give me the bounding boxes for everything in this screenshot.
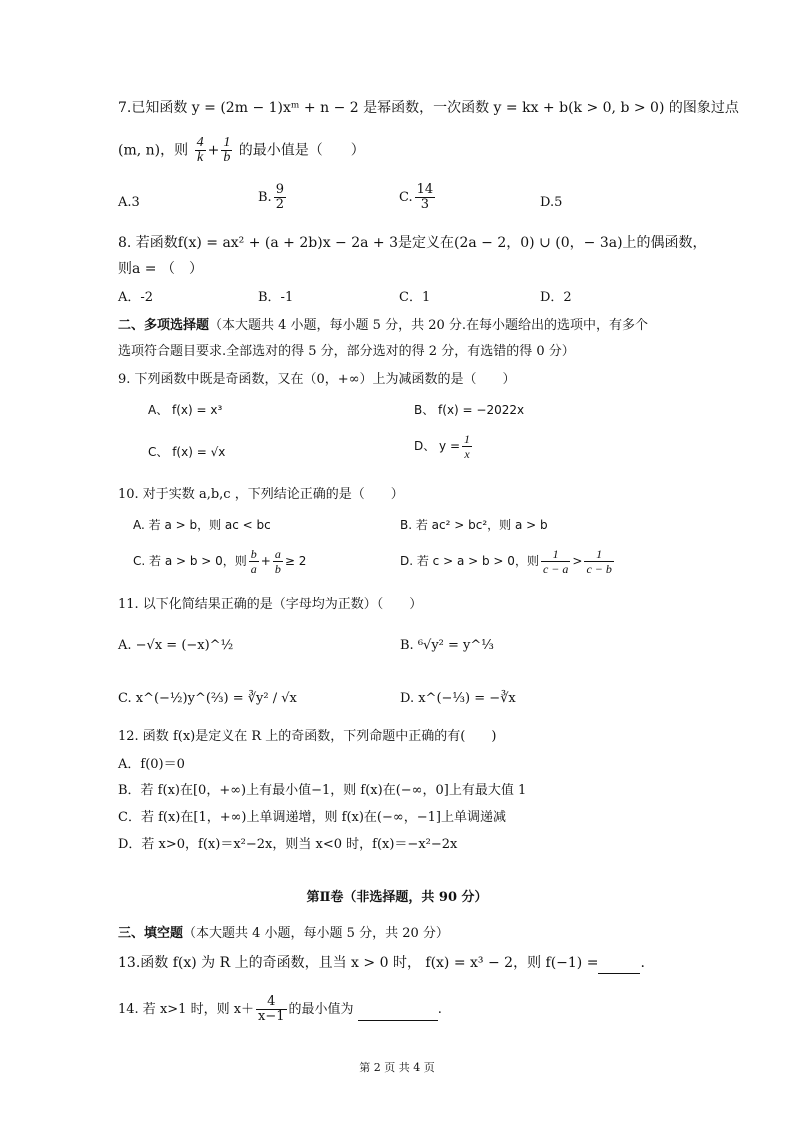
section3-desc: （本大题共 4 小题，每小题 5 分，共 20 分） bbox=[183, 926, 449, 941]
q8-line1: 8. 若函数f(x) = ax² + (a + 2b)x − 2a + 3是定义在(2a − 2，0) ∪ (0，− 3a)上的偶函数， bbox=[118, 235, 707, 251]
q9-option-b: B、 f(x) = −2022x bbox=[414, 403, 525, 417]
fraction-1-over-c-minus-a: $\frac{1}{c - a}$ bbox=[542, 547, 569, 576]
q10-stem: 10. 对于实数 a,b,c ，下列结论正确的是（ ） bbox=[118, 487, 404, 502]
q7-line2-prefix: (m, n)，则 bbox=[118, 142, 189, 159]
fraction-a-over-b: $\frac{a}{b}$ bbox=[274, 547, 281, 576]
q8-option-c: C．1 bbox=[399, 290, 431, 305]
fraction-14-over-3: $\frac{14}{3}$ bbox=[416, 182, 434, 212]
q10-option-c: C. 若 a > b > 0，则 $\frac{b}{a}$ + $\frac{a}{b}$ ≥ 2 bbox=[133, 547, 307, 576]
q14-line bbox=[118, 995, 442, 1024]
q14-answer-blank[interactable] bbox=[358, 1000, 438, 1021]
q10-option-d: D. 若 c > a > b > 0，则 $\frac{1}{c - a}$ > $\frac{1}{c - b}$ bbox=[400, 547, 612, 576]
section2-header bbox=[118, 316, 648, 336]
q8-line2: 则a = （ ） bbox=[118, 261, 203, 277]
q12-option-c: C．若 f(x)在[1，+∞)上单调递增，则 f(x)在(−∞，−1]上单调递减 bbox=[118, 810, 506, 825]
q10-option-b: B. 若 ac² > bc²，则 a > b bbox=[400, 518, 548, 532]
q12-option-d: D．若 x>0，f(x)＝x²−2x，则当 x<0 时，f(x)＝−x²−2x bbox=[118, 837, 458, 852]
fraction-1-over-c-minus-b: $\frac{1}{c - b}$ bbox=[586, 547, 612, 576]
q14-prefix: 14. 若 x>1 时，则 x＋ bbox=[118, 1002, 255, 1017]
q12-option-a: A．f(0)＝0 bbox=[118, 757, 185, 772]
q11-option-b: B. ⁶√y² = y^⅓ bbox=[400, 638, 494, 653]
q13-text: 13.函数 f(x) 为 R 上的奇函数，且当 x > 0 时， f(x) = x³ − 2，则 f(−1) = bbox=[118, 955, 599, 971]
q11-option-a: A. −√x = (−x)^½ bbox=[118, 638, 234, 653]
q7-line2-suffix: 的最小值是（ ） bbox=[238, 142, 365, 159]
q7-option-a: A.3 bbox=[118, 195, 140, 210]
q9-option-a: A、 f(x) = x³ bbox=[148, 403, 223, 417]
section3-title: 三、填空题 bbox=[118, 926, 184, 941]
section2-desc1: （本大题共 4 小题，每小题 5 分，共 20 分.在每小题给出的选项中，有多个 bbox=[209, 318, 649, 333]
section2-desc2: 选项符合题目要求.全部选对的得 5 分，部分选对的得 2 分，有选错的得 0 分） bbox=[118, 344, 575, 359]
q11-option-d: D. x^(−⅓) = −∛x bbox=[400, 691, 516, 706]
q9-option-c: C、 f(x) = √x bbox=[148, 445, 226, 459]
plus-sign: + bbox=[207, 142, 220, 159]
section3-header bbox=[118, 924, 449, 944]
fraction-1-over-x: $\frac{1}{x}$ bbox=[464, 432, 471, 461]
q7-line2 bbox=[118, 136, 365, 165]
q14-suffix: 的最小值为 bbox=[288, 1002, 354, 1017]
fraction-1-over-b: $\frac{1}{b}$ bbox=[223, 135, 231, 165]
q8-option-a: A．-2 bbox=[118, 290, 154, 305]
q14-end: . bbox=[437, 1002, 442, 1017]
q8-option-d: D．2 bbox=[540, 290, 572, 305]
q7-line1: 7.已知函数 y = (2m − 1)xᵐ + n − 2 是幂函数，一次函数 y = kx + b(k > 0, b > 0) 的图象过点 bbox=[118, 100, 739, 116]
fraction-4-over-k: $\frac{4}{k}$ bbox=[196, 135, 204, 165]
q7-option-d: D.5 bbox=[540, 195, 563, 210]
q12-option-b: B．若 f(x)在[0，+∞)上有最小值−1，则 f(x)在(−∞，0]上有最大值 1 bbox=[118, 783, 527, 798]
q11-stem: 11. 以下化简结果正确的是（字母均为正数）（ ） bbox=[118, 597, 423, 612]
part2-title: 第Ⅱ卷（非选择题，共 90 分） bbox=[306, 890, 488, 905]
q7-option-b: B. $\frac{9}{2}$ bbox=[258, 182, 284, 212]
q10-option-a: A. 若 a > b，则 ac < bc bbox=[133, 518, 271, 532]
q9-option-d: D、 y = $\frac{1}{x}$ bbox=[414, 432, 471, 461]
page-footer: 第 2 页 共 4 页 bbox=[359, 1061, 435, 1074]
fraction-b-over-a: $\frac{b}{a}$ bbox=[250, 547, 257, 576]
q11-option-c: C. x^(−½)y^(⅔) = ∛y² / √x bbox=[118, 691, 297, 706]
q9-stem: 9. 下列函数中既是奇函数，又在（0，+∞）上为减函数的是（ ） bbox=[118, 372, 516, 387]
q12-stem: 12. 函数 f(x)是定义在 R 上的奇函数，下列命题中正确的有( ) bbox=[118, 729, 497, 744]
q13-answer-blank[interactable] bbox=[598, 953, 640, 974]
section2-title: 二、多项选择题 bbox=[118, 318, 210, 333]
q7-option-c: C. $\frac{14}{3}$ bbox=[399, 182, 434, 212]
q8-option-b: B．-1 bbox=[258, 290, 294, 305]
fraction-9-over-2: $\frac{9}{2}$ bbox=[275, 182, 284, 212]
q13-end: . bbox=[640, 955, 645, 971]
q13-line bbox=[118, 953, 645, 974]
fraction-4-over-x-minus-1: $\frac{4}{x-1}$ bbox=[258, 994, 285, 1024]
